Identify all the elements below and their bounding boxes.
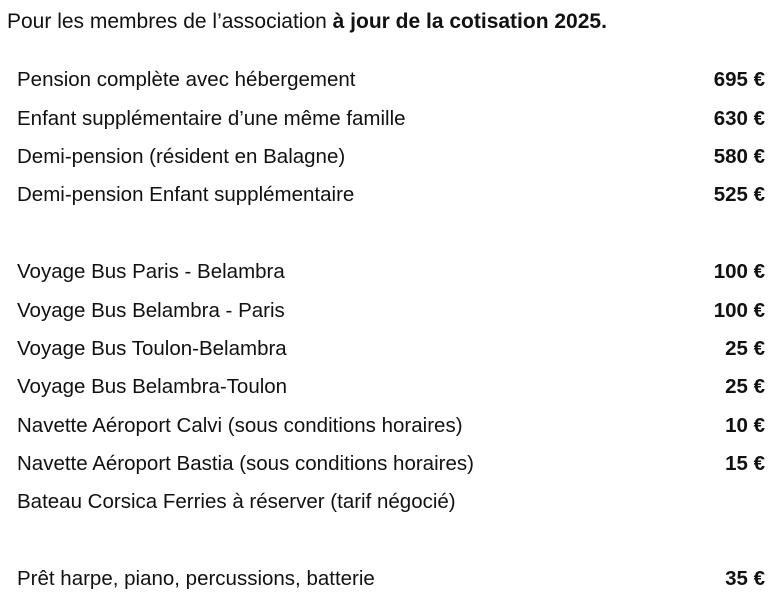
item-label: Navette Aéroport Calvi (sous conditions horaires) [17,413,463,437]
group-spacer [17,215,765,253]
item-label: Demi-pension (résident en Balagne) [17,144,346,168]
item-price: 10 € [725,413,765,437]
item-price: 25 € [725,336,765,360]
intro-line [7,8,607,36]
item-price: 100 € [713,260,765,284]
item-price: 580 € [713,144,765,168]
item-price: 15 € [725,452,765,476]
item-price: 35 € [725,567,765,591]
price-row [17,368,765,406]
price-row [17,138,765,176]
price-row [17,61,765,99]
item-price: 695 € [713,68,765,92]
item-price: 630 € [713,106,765,130]
item-label: Voyage Bus Toulon-Belambra [17,336,287,360]
item-label: Voyage Bus Belambra - Paris [17,298,285,322]
price-row [17,291,765,329]
item-price: 525 € [713,183,765,207]
price-row [17,560,765,598]
price-row [17,407,765,445]
item-label: Bateau Corsica Ferries à réserver (tarif négocié) [17,490,456,514]
item-label: Pension complète avec hébergement [17,68,356,92]
price-list [17,61,765,598]
item-label: Voyage Bus Belambra-Toulon [17,375,288,399]
price-row [17,483,765,521]
price-row [17,253,765,291]
item-price: 100 € [713,298,765,322]
intro-bold: à jour de la cotisation 2025. [332,10,607,33]
price-row [17,99,765,137]
item-label: Voyage Bus Paris - Belambra [17,260,285,284]
group-spacer [17,522,765,560]
item-label: Demi-pension Enfant supplémentaire [17,183,355,207]
price-row [17,445,765,483]
item-label: Enfant supplémentaire d’une même famille [17,106,406,130]
price-row [17,176,765,214]
item-label: Navette Aéroport Bastia (sous conditions horaires) [17,452,474,476]
item-price: 25 € [725,375,765,399]
price-row [17,330,765,368]
item-label: Prêt harpe, piano, percussions, batterie [17,567,375,591]
intro-text: Pour les membres de l’association [7,10,333,33]
